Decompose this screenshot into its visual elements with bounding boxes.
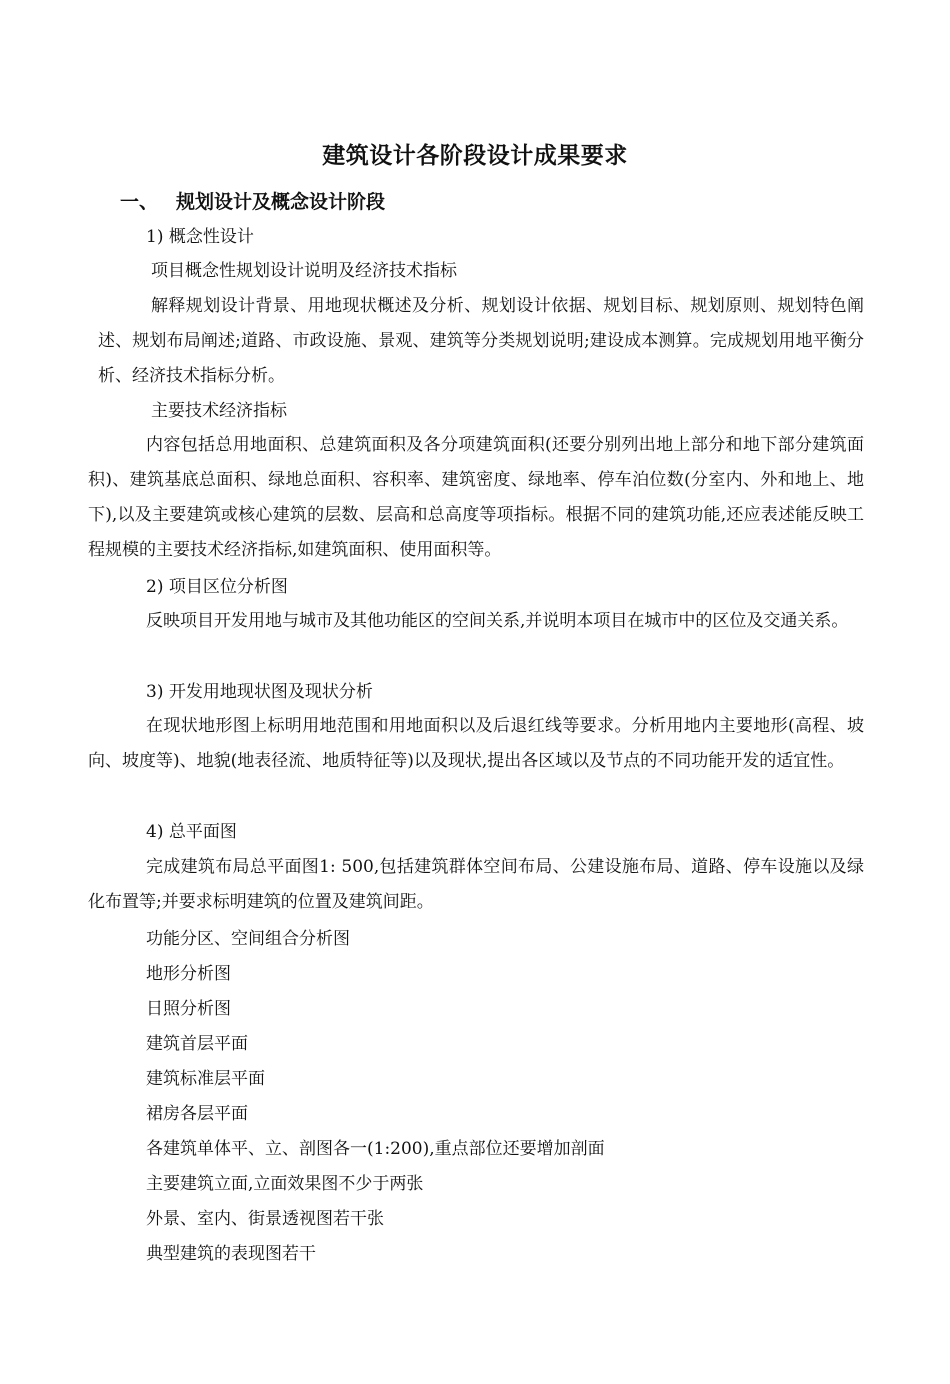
section-number: 一、 xyxy=(120,191,159,213)
item-1-heading: 1) 概念性设计 xyxy=(146,227,254,247)
list-item: 日照分析图 xyxy=(146,999,231,1019)
item-4-heading: 4) 总平面图 xyxy=(146,822,237,842)
list-item: 裙房各层平面 xyxy=(146,1104,248,1124)
list-item: 各建筑单体平、立、剖图各一(1:200),重点部位还要增加剖面 xyxy=(146,1139,605,1159)
item-1-subheading-1: 项目概念性规划设计说明及经济技术指标 xyxy=(151,261,457,281)
list-item: 典型建筑的表现图若干 xyxy=(146,1244,316,1264)
list-item: 建筑首层平面 xyxy=(146,1034,248,1054)
list-item: 主要建筑立面,立面效果图不少于两张 xyxy=(146,1174,424,1194)
item-3-heading: 3) 开发用地现状图及现状分析 xyxy=(146,682,373,702)
list-item: 功能分区、空间组合分析图 xyxy=(146,929,350,949)
list-item: 外景、室内、街景透视图若干张 xyxy=(146,1209,384,1229)
list-item: 地形分析图 xyxy=(146,964,231,984)
section-heading xyxy=(120,187,385,214)
item-1-paragraph-2: 内容包括总用地面积、总建筑面积及各分项建筑面积(还要分别列出地上部分和地下部分建筑面积)、建筑基底总面积、绿地总面积、容积率、建筑密度、绿地率、停车泊位数(分室内、外和地上、地下),以及主要建筑或核心建筑的层数、层高和总高度等项指标。根据不同的建筑功能,还应表述能反映工程规模的主要技术经济指标,如建筑面积、使用面积等。 xyxy=(88,435,864,560)
item-1-paragraph-1: 解释规划设计背景、用地现状概述及分析、规划设计依据、规划目标、规划原则、规划特色阐述、规划布局阐述;道路、市政设施、景观、建筑等分类规划说明;建设成本测算。完成规划用地平衡分析、经济技术指标分析。 xyxy=(98,296,864,386)
document-title: 建筑设计各阶段设计成果要求 xyxy=(322,143,628,169)
list-item: 建筑标准层平面 xyxy=(146,1069,265,1089)
item-2-paragraph: 反映项目开发用地与城市及其他功能区的空间关系,并说明本项目在城市中的区位及交通关系。 xyxy=(146,611,849,631)
item-1-subheading-2: 主要技术经济指标 xyxy=(151,401,287,421)
item-3-paragraph: 在现状地形图上标明用地范围和用地面积以及后退红线等要求。分析用地内主要地形(高程、坡向、坡度等)、地貌(地表径流、地质特征等)以及现状,提出各区域以及节点的不同功能开发的适宜性。 xyxy=(88,716,864,771)
item-2-heading: 2) 项目区位分析图 xyxy=(146,577,288,597)
item-4-paragraph: 完成建筑布局总平面图1: 500,包括建筑群体空间布局、公建设施布局、道路、停车设施以及绿化布置等;并要求标明建筑的位置及建筑间距。 xyxy=(88,857,864,912)
section-heading-text: 规划设计及概念设计阶段 xyxy=(176,191,386,213)
